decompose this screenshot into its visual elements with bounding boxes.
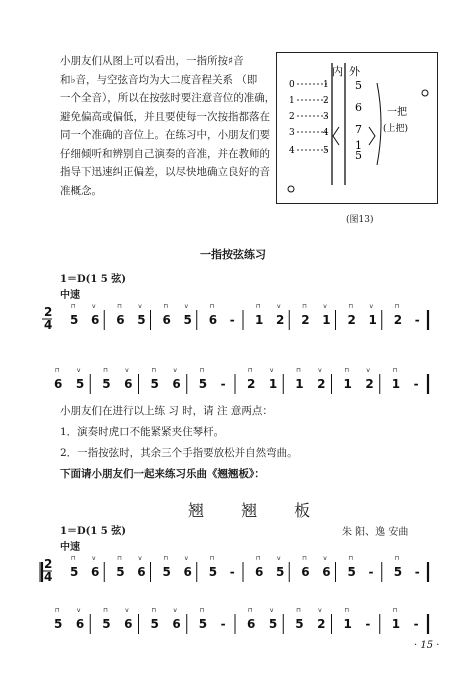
note: - (365, 617, 371, 631)
note: - (368, 565, 374, 579)
pos-label: 0 (289, 80, 295, 90)
bowing-mark: ⊓ (117, 303, 122, 310)
note: 2 (276, 313, 285, 327)
note: 6 (124, 617, 133, 631)
bowing-mark: ⊓ (392, 607, 398, 614)
note: 5 (150, 617, 159, 631)
section-title: 一指按弦练习 (200, 248, 266, 261)
note: 2 (317, 377, 326, 391)
note: 5 (137, 313, 146, 327)
bowing-mark: ⊓ (248, 607, 253, 614)
note: 5 (116, 565, 125, 579)
bowing-mark: ⊓ (199, 367, 205, 374)
note: 5 (70, 313, 79, 327)
note: 1 (368, 313, 377, 327)
bowing-mark: v (92, 303, 96, 310)
string-position-diagram (277, 53, 437, 203)
bowing-mark: v (184, 555, 189, 562)
intro-line: 同一个准确的音位上。在练习中，小朋友们要 (60, 129, 270, 141)
note: 1 (268, 377, 278, 391)
intro-line: 避免偏高或偏低，并且要使每一次按指都落在 (60, 110, 270, 123)
note: 5 (150, 377, 159, 391)
note: 2 (365, 377, 374, 391)
note: 6 (208, 313, 218, 327)
bowing-mark: ⊓ (209, 555, 215, 562)
pos-label: 3 (289, 128, 295, 138)
bowing-mark: ⊓ (348, 303, 354, 310)
note: 5 (54, 617, 63, 631)
bowing-mark: v (277, 303, 281, 310)
note: - (229, 565, 235, 579)
bowing-mark: v (318, 607, 322, 614)
key-signature: 1＝D(1 5 弦) (60, 526, 126, 537)
note: 5 (276, 565, 285, 579)
bowing-mark: ⊓ (302, 303, 307, 310)
note: 6 (322, 565, 331, 579)
tempo-marking: 中速 (60, 542, 80, 553)
bowing-mark: ⊓ (296, 607, 301, 614)
bowing-mark: v (323, 303, 327, 310)
pos-label: 3 (323, 112, 329, 122)
instruction-item: 2．一指按弦时，其余三个手指要放松并自然弯曲。 (60, 447, 298, 459)
bowing-mark: ⊓ (71, 303, 76, 310)
bowing-mark: ⊓ (248, 367, 253, 374)
note: - (413, 617, 419, 631)
note: 5 (102, 377, 111, 391)
pos-label: 7 (355, 123, 362, 136)
song-row-1 (40, 550, 440, 586)
pos-label: 5 (323, 146, 329, 156)
bowing-mark: ⊓ (344, 607, 350, 614)
time-signature-bottom: 4 (44, 570, 53, 584)
note: 1 (343, 377, 352, 391)
bowing-mark: ⊓ (199, 607, 205, 614)
pos-label: 4 (289, 146, 295, 156)
tempo-marking: 中速 (60, 290, 80, 301)
pos-label: 6 (355, 101, 362, 114)
note: 6 (172, 377, 181, 391)
bowing-mark: ⊓ (103, 367, 108, 374)
bowing-mark: ⊓ (302, 555, 307, 562)
pos-label: 1 (289, 96, 295, 106)
intro-line: 指导下迅速纠正偏差，以尽快地确立良好的音 (60, 166, 270, 178)
bowing-mark: v (323, 555, 327, 562)
note: 5 (183, 313, 192, 327)
intro-line: 一个全音），所以在按弦时要注意音位的准确， (60, 92, 276, 104)
bowing-mark: ⊓ (103, 607, 108, 614)
note: 1 (391, 377, 401, 391)
bowing-mark: v (92, 555, 96, 562)
intro-line: 仔细倾听和辨别自己演奏的音准，并在教师的 (60, 147, 270, 160)
bowing-mark: v (138, 303, 142, 310)
note: 1 (391, 617, 401, 631)
bracket-sub: (上把) (383, 124, 409, 134)
time-signature-top: 2 (44, 305, 53, 319)
label-outer: 外 (349, 65, 360, 78)
note: 5 (295, 617, 304, 631)
note: 5 (162, 565, 171, 579)
note: 2 (317, 617, 326, 631)
bowing-mark: ⊓ (256, 555, 261, 562)
bowing-mark: v (138, 555, 142, 562)
bowing-mark: v (369, 303, 374, 310)
bowing-mark: v (318, 367, 322, 374)
note: 6 (91, 313, 100, 327)
bracket (377, 83, 381, 165)
figure-13 (276, 52, 438, 204)
bowing-mark: v (125, 367, 129, 374)
note: 6 (183, 565, 192, 579)
note: 2 (393, 313, 403, 327)
bowing-mark: ⊓ (394, 555, 400, 562)
note: 6 (255, 565, 264, 579)
notation-row-1 (40, 298, 440, 334)
note: 1 (322, 313, 331, 327)
bowing-mark: ⊓ (209, 303, 215, 310)
note: 6 (75, 617, 85, 631)
note: 2 (301, 313, 310, 327)
bowing-mark: ⊓ (296, 367, 301, 374)
tuning-peg-icon (422, 90, 428, 96)
note: - (413, 377, 419, 391)
note: 5 (268, 617, 278, 631)
instructions (60, 401, 298, 485)
time-signature-top: 2 (44, 557, 53, 571)
notation-row-2 (40, 362, 440, 398)
note: 6 (301, 565, 310, 579)
note: 5 (75, 377, 85, 391)
bowing-mark: ⊓ (163, 303, 169, 310)
note: 6 (137, 565, 146, 579)
note: 1 (255, 313, 264, 327)
note: 6 (124, 377, 133, 391)
bowing-mark: ⊓ (117, 555, 122, 562)
bowing-mark: ⊓ (71, 555, 76, 562)
note: 5 (102, 617, 111, 631)
pos-label: 4 (323, 128, 329, 138)
label-inner: 内 (332, 65, 343, 78)
instructions-intro: 小朋友们在进行以上练 习 时，请 注 意两点： (60, 405, 273, 417)
bowing-mark: v (76, 607, 81, 614)
bowing-mark: ⊓ (394, 303, 400, 310)
bowing-mark: v (76, 367, 81, 374)
pos-label: 5 (355, 79, 362, 92)
note: 2 (247, 377, 256, 391)
bowing-mark: ⊓ (151, 607, 157, 614)
note: 1 (295, 377, 304, 391)
song-title: 翘 翘 板 (188, 501, 327, 520)
note: 6 (91, 565, 100, 579)
note: - (229, 313, 235, 327)
bowing-mark: ⊓ (348, 555, 354, 562)
page-number: · 15 · (414, 640, 440, 651)
bowing-mark: v (366, 367, 370, 374)
figure-caption: (图13) (346, 215, 374, 225)
bowing-mark: ⊓ (256, 303, 261, 310)
note: 5 (208, 565, 218, 579)
pos-label: 5 (355, 149, 362, 162)
instructions-next: 下面请小朋友们一起来练习乐曲《翘翘板》： (60, 468, 265, 480)
bowing-mark: ⊓ (392, 367, 398, 374)
note: 6 (116, 313, 125, 327)
pos-label: 2 (323, 96, 329, 106)
pos-label: 1 (323, 80, 329, 90)
note: 5 (198, 617, 208, 631)
note: 5 (347, 565, 356, 579)
composer-credit: 朱 阳、逸 安曲 (342, 527, 409, 538)
bracket-label: 一把 (387, 107, 407, 118)
tuning-peg-icon (288, 186, 294, 192)
bowing-mark: ⊓ (55, 367, 60, 374)
bowing-mark: v (269, 367, 274, 374)
note: 6 (162, 313, 171, 327)
note: 6 (247, 617, 256, 631)
note: - (414, 565, 420, 579)
bowing-mark: v (173, 607, 177, 614)
bowing-mark: ⊓ (163, 555, 169, 562)
key-signature: 1＝D(1 5 弦) (60, 274, 126, 285)
bowing-mark: ⊓ (344, 367, 350, 374)
instruction-item: 1．演奏时虎口不能紧紧夹住琴杆。 (60, 426, 225, 438)
note: - (414, 313, 420, 327)
note: - (220, 377, 226, 391)
bowing-mark: ⊓ (151, 367, 157, 374)
bowing-mark: ⊓ (55, 607, 60, 614)
note: 5 (70, 565, 79, 579)
intro-line: 小朋友们从图上可以看出，一指所按♯音 (60, 55, 244, 67)
intro-paragraph (60, 52, 276, 200)
note: 6 (172, 617, 181, 631)
intro-line: 准概念。 (60, 184, 102, 197)
pos-label: 1 (355, 139, 362, 152)
note: 1 (343, 617, 352, 631)
bowing-mark: v (269, 607, 274, 614)
note: 5 (393, 565, 403, 579)
note: 5 (198, 377, 208, 391)
time-signature-bottom: 4 (44, 318, 53, 332)
bowing-mark: v (173, 367, 177, 374)
note: 6 (54, 377, 63, 391)
bowing-mark: v (125, 607, 129, 614)
song-row-2 (40, 602, 440, 638)
intro-line: 和♭音，与空弦音均为大二度音程关系 （即 (60, 73, 258, 86)
bowing-mark: v (277, 555, 281, 562)
pos-label: 2 (289, 112, 295, 122)
note: 2 (347, 313, 356, 327)
bowing-mark: v (184, 303, 189, 310)
note: - (220, 617, 226, 631)
